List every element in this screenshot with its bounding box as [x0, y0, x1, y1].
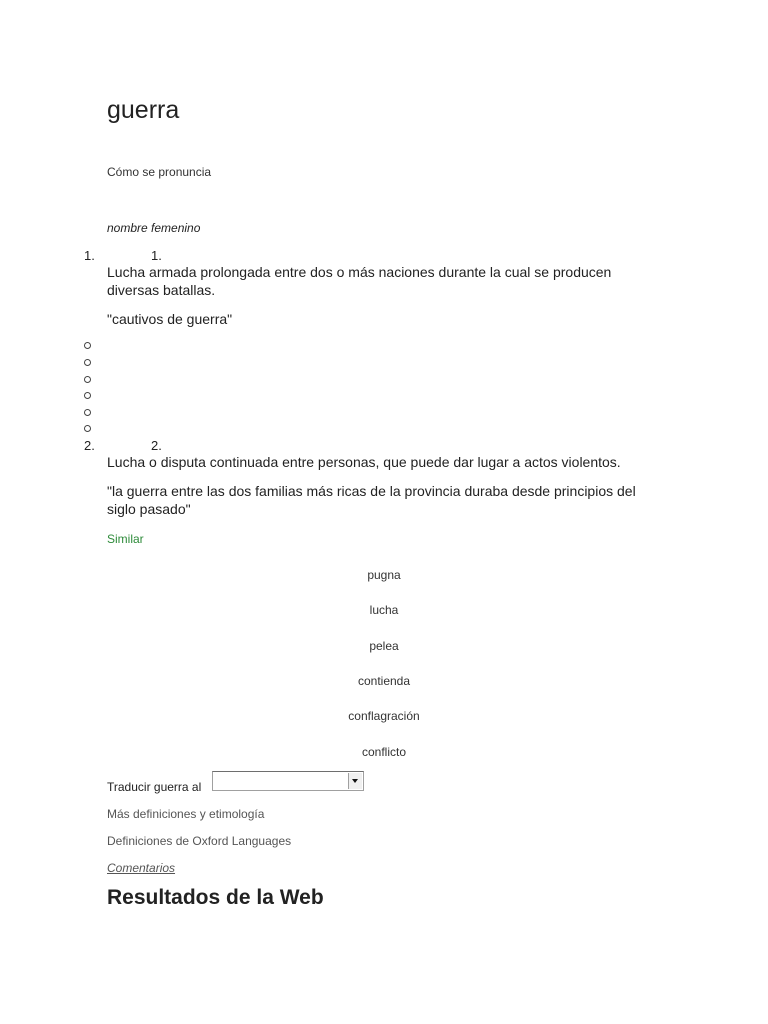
headword: guerra [107, 96, 180, 124]
pronunciation-link[interactable]: Cómo se pronuncia [107, 165, 212, 179]
sense-1-inner-number: 1. [151, 248, 162, 263]
web-results-heading: Resultados de la Web [107, 886, 324, 909]
sense-1-outer-number: 1. [84, 248, 95, 263]
similar-label: Similar [107, 532, 144, 546]
sense-2-outer-number: 2. [84, 438, 95, 453]
synonym-link[interactable]: conflicto [361, 745, 407, 759]
sense-2-definition: Lucha o disputa continuada entre personas, que puede dar lugar a actos violentos. [107, 454, 621, 470]
oxford-languages-link[interactable]: Definiciones de Oxford Languages [107, 834, 292, 848]
sense-2-inner-number: 2. [151, 438, 162, 453]
language-select[interactable] [212, 771, 364, 791]
comments-link[interactable]: Comentarios [107, 861, 176, 875]
synonym-link[interactable]: pelea [369, 639, 399, 653]
synonym-link[interactable]: lucha [369, 603, 399, 617]
bullet-marker [84, 376, 91, 383]
bullet-marker [84, 392, 91, 399]
more-definitions-link[interactable]: Más definiciones y etimología [107, 807, 265, 821]
sense-1-example: "cautivos de guerra" [107, 311, 233, 327]
sense-1-definition: Lucha armada prolongada entre dos o más naciones durante la cual se producen diversas batallas. [107, 264, 612, 298]
bullet-marker [84, 342, 91, 349]
synonym-link[interactable]: conflagración [348, 709, 420, 723]
bullet-marker [84, 409, 91, 416]
synonym-link[interactable]: pugna [367, 568, 401, 582]
translate-label: Traducir guerra al [107, 780, 202, 794]
chevron-down-icon[interactable] [348, 773, 362, 789]
bullet-marker [84, 425, 91, 432]
part-of-speech: nombre femenino [107, 221, 201, 235]
bullet-marker [84, 359, 91, 366]
sense-2-example: "la guerra entre las dos familias más ricas de la provincia duraba desde principios del siglo pasado" [107, 483, 636, 517]
synonym-link[interactable]: contienda [357, 674, 411, 688]
